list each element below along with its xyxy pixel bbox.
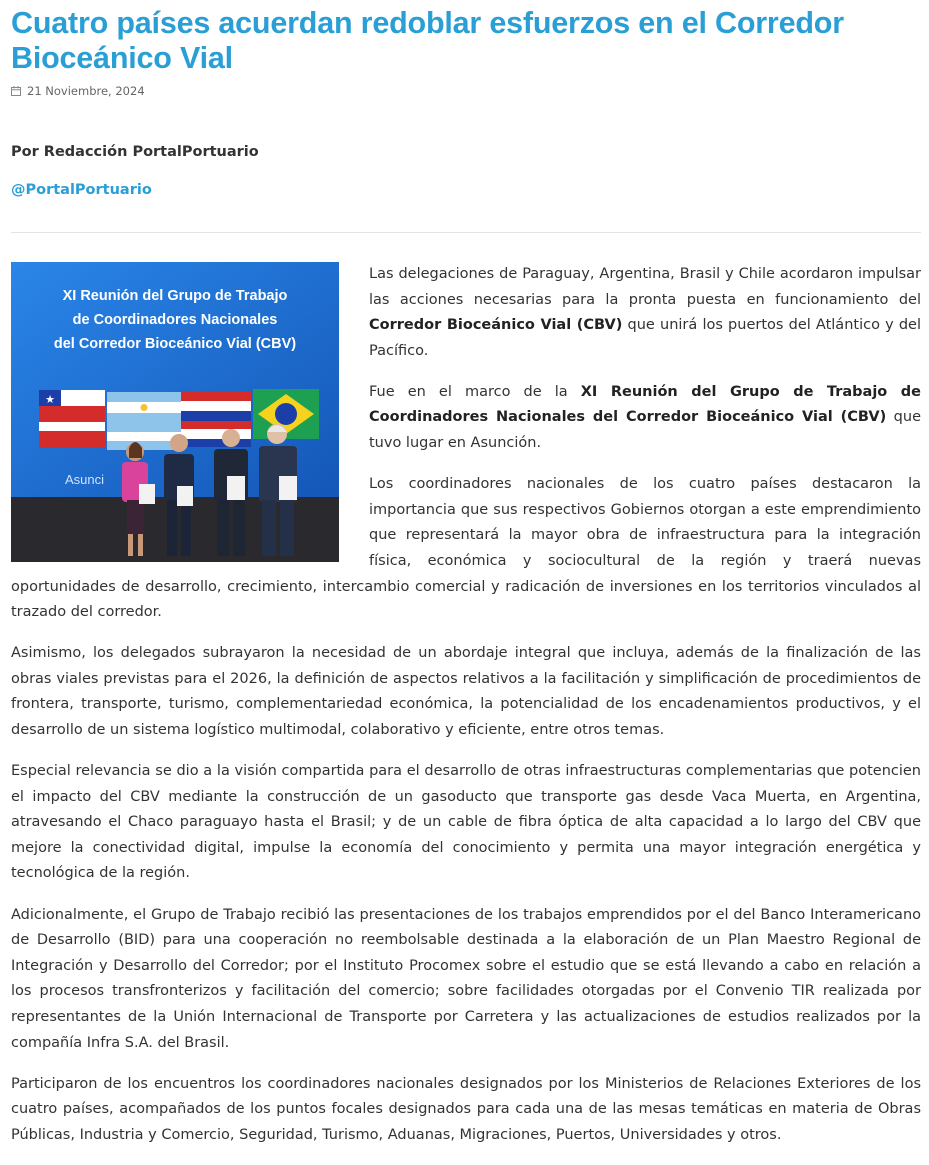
paragraph-3: Los coordinadores nacionales de los cuatro países destacaron la importancia que sus respectivos Gobiernos otorgan a este emprendimiento que representará la mayor obra de infraestructura para la integración física, económica y sociocultural de la región y traerá nuevas oportunidades de desarrollo, crecimiento, intercambio comercial y radicación de inversiones en los territorios vinculados al trazado del corredor. bbox=[11, 476, 921, 621]
paragraph-1-text-a: Las delegaciones de Paraguay, Argentina, Brasil y Chile acordaron impulsar las acciones necesarias para la pronta puesta en funcionamiento del bbox=[369, 266, 921, 308]
screen-title-line1: XI Reunión del Grupo de Trabajo bbox=[62, 288, 288, 304]
flag-paraguay-2 bbox=[181, 421, 251, 447]
publish-date: 21 Noviembre, 2024 bbox=[27, 84, 145, 98]
paragraph-7: Participaron de los encuentros los coordinadores nacionales designados por los Ministerios de Relaciones Exteriores de los cuatro países, acompañados de los puntos focales designados para cada una de las mesas temáticas en materia de Obras Públicas, Industria y Comercio, Seguridad, Turismo, Aduanas, Migraciones, Puertos, Universidades y otros. bbox=[11, 1075, 921, 1143]
divider bbox=[11, 232, 921, 233]
svg-text:★: ★ bbox=[45, 393, 55, 406]
flag-argentina-2 bbox=[107, 424, 181, 450]
calendar-icon bbox=[11, 86, 21, 96]
flag-chile-2 bbox=[39, 422, 105, 448]
article-meta bbox=[11, 84, 921, 98]
paragraph-2-text-a: Fue en el marco de la bbox=[369, 383, 581, 400]
paragraph-5: Especial relevancia se dio a la visión compartida para el desarrollo de otras infraestructuras complementarias que potencien el impacto del CBV mediante la construcción de un gasoducto que transporte gas desde Vaca Muerta, en Argentina, atravesando el Chaco paraguayo hasta el Brasil; y de un cable de fibra óptica de alta capacidad a lo largo del CBV que mejore la conectividad digital, impulse la economía del conocimiento y permita una mayor integración energética y tecnológica de la región. bbox=[11, 763, 921, 882]
article-title: Cuatro países acuerdan redoblar esfuerzos en el Corredor Bioceánico Vial bbox=[11, 6, 844, 75]
screen-location-text: Asunci bbox=[65, 472, 105, 487]
flag-argentina bbox=[107, 392, 181, 424]
paragraph-1-bold: Corredor Bioceánico Vial (CBV) bbox=[369, 317, 623, 334]
author-handle-link[interactable]: @PortalPortuario bbox=[11, 182, 152, 198]
paragraph-1-text-c: que unirá los puertos del Atlántico y del Pacífico. bbox=[369, 317, 922, 359]
article-body bbox=[11, 262, 921, 1148]
screen-title-line3: del Corredor Bioceánico Vial (CBV) bbox=[53, 336, 297, 352]
screen-title-line2: de Coordinadores Nacionales bbox=[72, 312, 278, 328]
article-photo bbox=[11, 262, 339, 562]
paragraph-2-text-c: que tuvo lugar en Asunción. bbox=[369, 409, 921, 452]
paragraph-4: Asimismo, los delegados subrayaron la necesidad de un abordaje integral que incluya, además de la finalización de las obras viales previstas para el 2026, la definición de aspectos relativos a la facilitación y simplificación de procedimientos de frontera, transporte, turismo, complementariedad económica, la potencialidad de los encadenamientos productivos, y el desarrollo de un sistema logístico multimodal, colaborativo y eficiente, entre otros temas. bbox=[11, 645, 921, 738]
flag-paraguay bbox=[181, 391, 251, 421]
paragraph-2-bold: XI Reunión del Grupo de Trabajo de Coordinadores Nacionales del Corredor Bioceánico Vial (CBV) bbox=[369, 383, 921, 426]
byline: Por Redacción PortalPortuario bbox=[11, 144, 259, 160]
paragraph-6: Adicionalmente, el Grupo de Trabajo recibió las presentaciones de los trabajos emprendidos por el del Banco Interamericano de Desarrollo (BID) para una cooperación no reembolsable destinada a la elaboración de un Plan Maestro Regional de Integración y Desarrollo del Corredor; por el Instituto Procomex sobre el estudio que se está llevando a cabo en relación a los procesos transfronterizos y facilitación del comercio; sobre facilidades otorgadas por el Convenio TIR realizada por representantes de la Unión Internacional de Transporte por Carretera y las actualizaciones de estudios realizados por la compañía Infra S.A. del Brasil. bbox=[11, 906, 921, 1051]
flag-chile bbox=[39, 390, 105, 422]
